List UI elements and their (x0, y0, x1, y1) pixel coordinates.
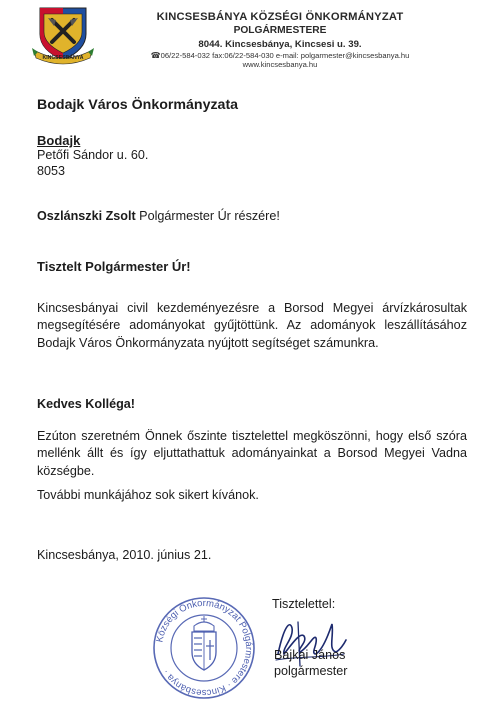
recipient-city: Bodajk (37, 133, 81, 148)
attention-name: Oszlánszki Zsolt (37, 209, 136, 223)
coat-of-arms-logo (30, 4, 96, 66)
letterhead-website: www.kincsesbanya.hu (242, 60, 318, 69)
letterhead-contact: 06/22-584-032 fax:06/22-584-030 e-mail: polgarmester@kincsesbanya.hu (160, 51, 410, 60)
paragraph-donations: Kincsesbányai civil kezdeményezésre a Borsod Megyei árvízkárosultak megsegítésére adományokat gyűjtöttünk. Az adományok leszállításához Bodajk Város Önkormányzata nyújtott segítséget számunkra. (37, 301, 467, 350)
letterhead-contact-line (100, 51, 460, 60)
letterhead-office: POLGÁRMESTERE (233, 25, 327, 36)
paragraph-thanks: Ezúton szeretném Önnek őszinte tisztelettel megköszönni, hogy első szóra mellénk állt és így eljuttathattuk adományainkat a Borsod Megyei Vadna községbe. (37, 429, 467, 478)
crest-ribbon-text: KINCSESBÁNYA (42, 55, 84, 61)
signer-title: polgármester (274, 664, 348, 678)
signer-name: Bajkai János (274, 648, 346, 662)
recipient-street: Petőfi Sándor u. 60. (37, 148, 149, 162)
wishes-line: További munkájához sok sikert kívánok. (37, 488, 259, 502)
salutation: Tisztelt Polgármester Úr! (37, 259, 191, 274)
greeting: Kedves Kolléga! (37, 397, 135, 411)
letterhead-organization: KINCSESBÁNYA KÖZSÉGI ÖNKORMÁNYZAT (156, 11, 404, 23)
attention-line (37, 209, 280, 223)
letterhead-address: 8044. Kincsesbánya, Kincsesi u. 39. (198, 39, 362, 50)
date-line: Kincsesbánya, 2010. június 21. (37, 548, 212, 562)
signature-closing: Tisztelettel: (272, 597, 336, 611)
telephone-icon: ☎ (150, 51, 161, 60)
attention-suffix: Polgármester Úr részére! (135, 209, 280, 223)
stamp-text: Községi Önkormányzat Polgármestere · Kincsesbánya · (154, 597, 255, 699)
official-stamp (152, 596, 256, 700)
recipient-zip: 8053 (37, 164, 66, 178)
recipient-name: Bodajk Város Önkormányzata (37, 97, 239, 113)
